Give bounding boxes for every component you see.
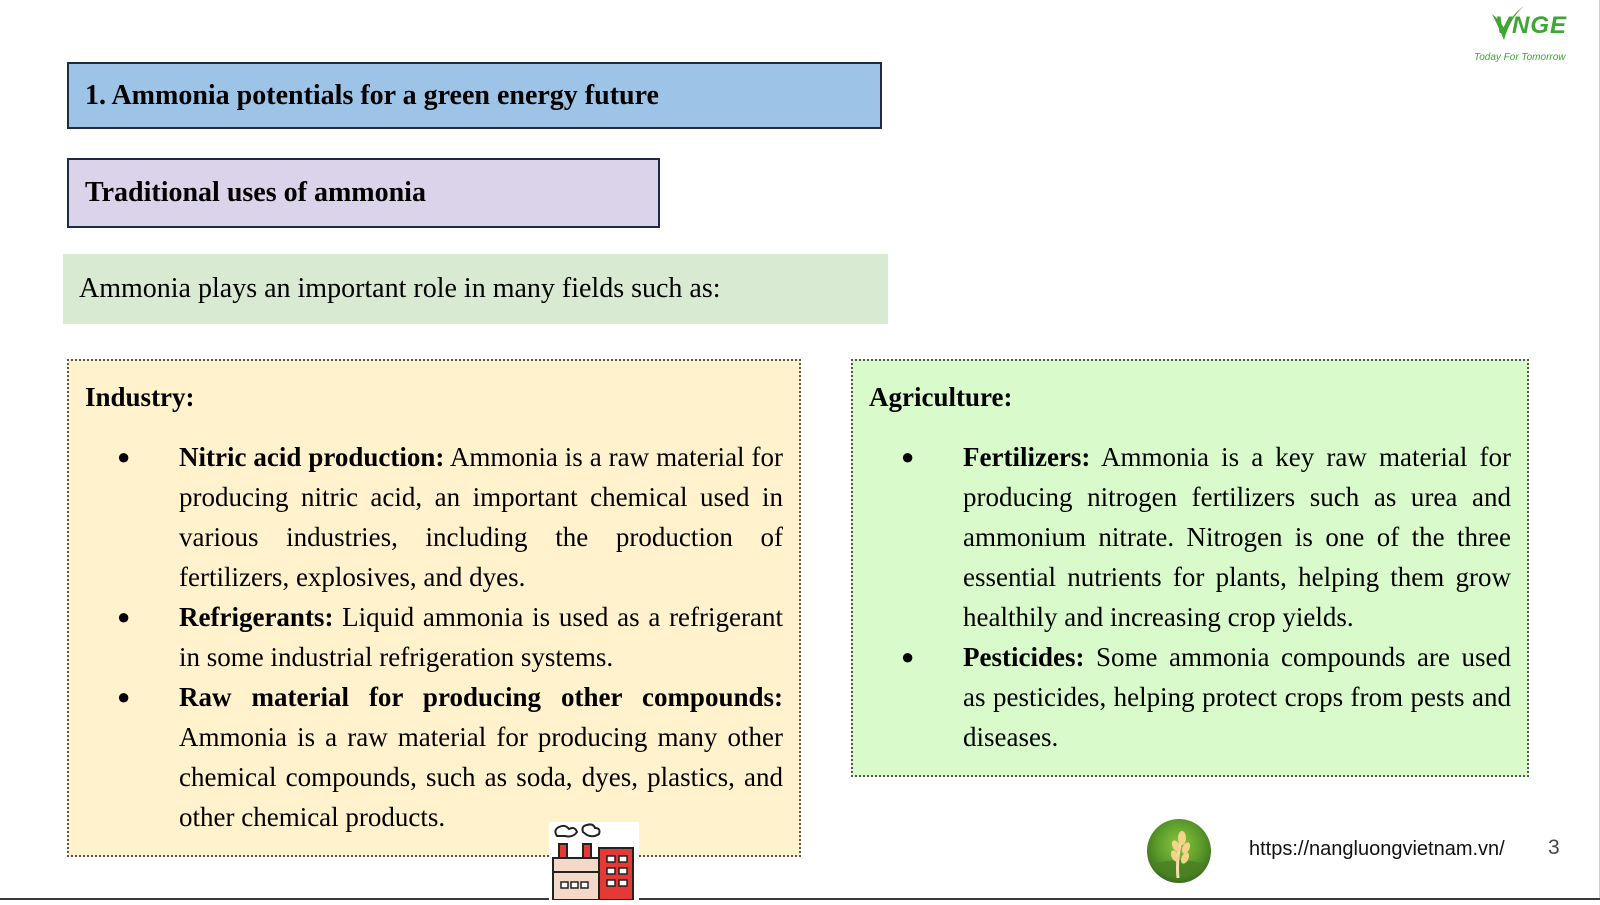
bullet-icon: ●: [901, 644, 915, 669]
item-text: Ammonia is a key raw material for producing nitrogen fertilizers such as urea and ammonium nitrate. Nitrogen is one of the three essential nutrients for plants, helping them grow healthily and increasing crop yields.: [963, 442, 1511, 632]
logo-tagline: Today For Tomorrow: [1474, 52, 1566, 63]
bullet-icon: ●: [901, 444, 915, 469]
bullet-icon: ●: [117, 444, 131, 469]
industry-list: [85, 437, 783, 837]
item-term: Fertilizers:: [963, 442, 1091, 472]
agriculture-list: [869, 437, 1511, 757]
list-item: [117, 597, 783, 677]
industry-panel: [67, 359, 801, 857]
agriculture-heading: Agriculture:: [869, 382, 1013, 412]
item-text: Some ammonia compounds are used as pesticides, helping protect crops from pests and diseases.: [963, 642, 1511, 752]
factory-icon: [549, 822, 639, 900]
item-text: Ammonia is a raw material for producing nitric acid, an important chemical used in various industries, including the production of fertilizers, explosives, and dyes.: [179, 442, 783, 592]
industry-heading: Industry:: [85, 382, 195, 412]
item-term: Refrigerants:: [179, 602, 334, 632]
logo-text: VNGE: [1495, 12, 1568, 39]
agriculture-panel: [851, 359, 1529, 777]
wheat-icon: [1146, 818, 1212, 884]
list-item: [117, 677, 783, 837]
intro-text: Ammonia plays an important role in many fields such as:: [63, 254, 888, 324]
list-item: [117, 437, 783, 597]
company-logo: [1470, 4, 1600, 68]
section-subtitle: Traditional uses of ammonia: [67, 158, 660, 228]
item-term: Nitric acid production:: [179, 442, 445, 472]
footer-url-link[interactable]: https://nangluongvietnam.vn/: [1249, 838, 1505, 860]
slide-title: 1. Ammonia potentials for a green energy future: [67, 62, 882, 129]
item-term: Pesticides:: [963, 642, 1085, 672]
page-number: 3: [1548, 836, 1560, 859]
item-text: Liquid ammonia is used as a refrigerant in some industrial refrigeration systems.: [179, 602, 783, 672]
bullet-icon: ●: [117, 604, 131, 629]
list-item: [901, 637, 1511, 757]
item-term: Raw material for producing other compounds:: [179, 682, 783, 712]
item-text: Ammonia is a raw material for producing many other chemical compounds, such as soda, dyes, plastics, and other chemical products.: [179, 722, 783, 832]
list-item: [901, 437, 1511, 637]
bullet-icon: ●: [117, 684, 131, 709]
